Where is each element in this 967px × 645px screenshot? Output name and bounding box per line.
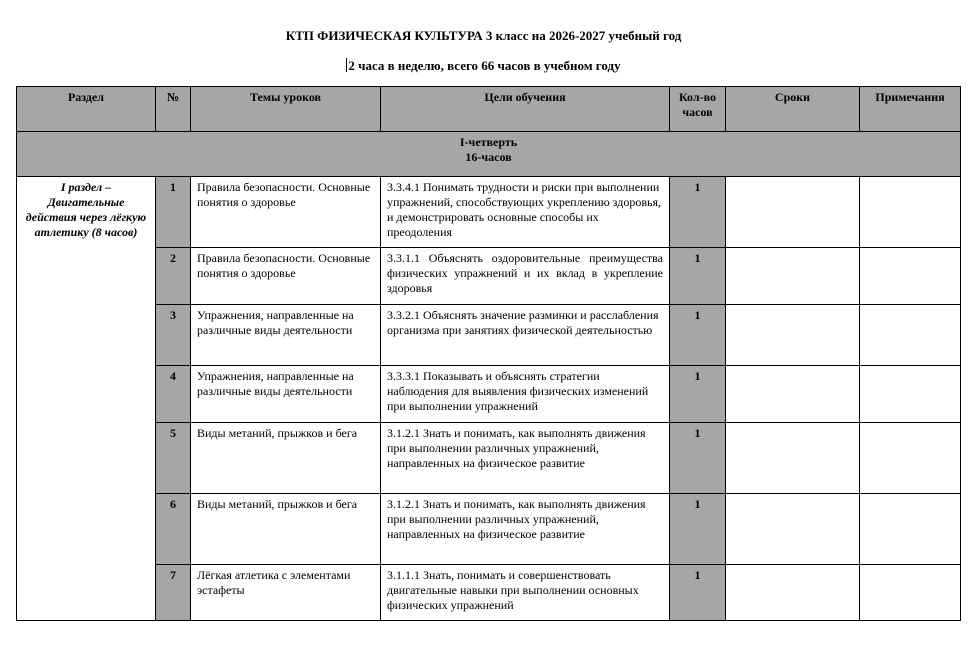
lesson-topic: Упражнения, направленные на различные виды деятельности — [191, 366, 381, 423]
quarter-name: I-четверть — [459, 135, 518, 149]
lesson-number: 1 — [156, 177, 191, 248]
section-label: I раздел – Двигательные действия через лёгкую атлетику (8 часов) — [17, 177, 156, 621]
document-title: КТП ФИЗИЧЕСКАЯ КУЛЬТУРА 3 класс на 2026-2027 учебный год — [285, 28, 682, 43]
lesson-goal: 3.3.4.1 Понимать трудности и риски при выполнении упражнений, способствующих укреплению здоровья, и демонстрировать основные способы их преодоления — [381, 177, 670, 248]
ktp-table — [16, 86, 961, 621]
header-section: Раздел — [17, 87, 156, 132]
lesson-hours: 1 — [670, 366, 726, 423]
lesson-dates[interactable] — [726, 423, 860, 494]
lesson-goal: 3.3.2.1 Объяснять значение разминки и расслабления организма при занятиях физической деятельностью — [381, 305, 670, 366]
table-header-row — [17, 87, 961, 132]
lesson-topic: Виды метаний, прыжков и бега — [191, 423, 381, 494]
lesson-notes[interactable] — [860, 305, 961, 366]
quarter-cell — [17, 132, 961, 177]
table-row — [17, 177, 961, 248]
lesson-number: 2 — [156, 248, 191, 305]
lesson-notes[interactable] — [860, 177, 961, 248]
lesson-goal: 3.1.2.1 Знать и понимать, как выполнять движения при выполнении различных упражнений, направленных на физическое развитие — [381, 423, 670, 494]
header-dates: Сроки — [726, 87, 860, 132]
lesson-dates[interactable] — [726, 177, 860, 248]
lesson-number: 5 — [156, 423, 191, 494]
header-notes: Примечания — [860, 87, 961, 132]
lesson-dates[interactable] — [726, 565, 860, 621]
header-topics: Темы уроков — [191, 87, 381, 132]
lesson-topic: Упражнения, направленные на различные виды деятельности — [191, 305, 381, 366]
lesson-dates[interactable] — [726, 305, 860, 366]
lesson-goal: 3.1.1.1 Знать, понимать и совершенствовать двигательные навыки при выполнении основных физических упражнений — [381, 565, 670, 621]
header-goals: Цели обучения — [381, 87, 670, 132]
quarter-hours: 16-часов — [465, 150, 512, 164]
lesson-hours: 1 — [670, 423, 726, 494]
document-subtitle-line[interactable] — [0, 58, 967, 74]
lesson-notes[interactable] — [860, 423, 961, 494]
table-row — [17, 305, 961, 366]
lesson-notes[interactable] — [860, 494, 961, 565]
lesson-notes[interactable] — [860, 248, 961, 305]
lesson-topic: Правила безопасности. Основные понятия о здоровье — [191, 248, 381, 305]
quarter-row — [17, 132, 961, 177]
lesson-goal: 3.1.2.1 Знать и понимать, как выполнять движения при выполнении различных упражнений, направленных на физическое развитие — [381, 494, 670, 565]
lesson-hours: 1 — [670, 494, 726, 565]
lesson-hours: 1 — [670, 177, 726, 248]
lesson-hours: 1 — [670, 305, 726, 366]
lesson-goal: 3.3.3.1 Показывать и объяснять стратегии наблюдения для выявления физических изменений при выполнении упражнений — [381, 366, 670, 423]
lesson-number: 6 — [156, 494, 191, 565]
lesson-number: 7 — [156, 565, 191, 621]
table-row — [17, 248, 961, 305]
lesson-dates[interactable] — [726, 248, 860, 305]
lesson-topic: Правила безопасности. Основные понятия о здоровье — [191, 177, 381, 248]
table-row — [17, 423, 961, 494]
document-subtitle: 2 часа в неделю, всего 66 часов в учебном году — [348, 58, 621, 73]
header-hours: Кол-во часов — [670, 87, 726, 132]
table-row — [17, 366, 961, 423]
lesson-topic: Лёгкая атлетика с элементами эстафеты — [191, 565, 381, 621]
lesson-hours: 1 — [670, 565, 726, 621]
lesson-number: 4 — [156, 366, 191, 423]
lesson-dates[interactable] — [726, 366, 860, 423]
lesson-notes[interactable] — [860, 565, 961, 621]
lesson-number: 3 — [156, 305, 191, 366]
lesson-hours: 1 — [670, 248, 726, 305]
lesson-dates[interactable] — [726, 494, 860, 565]
lesson-topic: Виды метаний, прыжков и бега — [191, 494, 381, 565]
lesson-goal: 3.3.1.1 Объяснять оздоровительные преимущества физических упражнений и их вклад в укрепление здоровья — [381, 248, 670, 305]
table-row — [17, 494, 961, 565]
lesson-notes[interactable] — [860, 366, 961, 423]
header-number: № — [156, 87, 191, 132]
table-row — [17, 565, 961, 621]
